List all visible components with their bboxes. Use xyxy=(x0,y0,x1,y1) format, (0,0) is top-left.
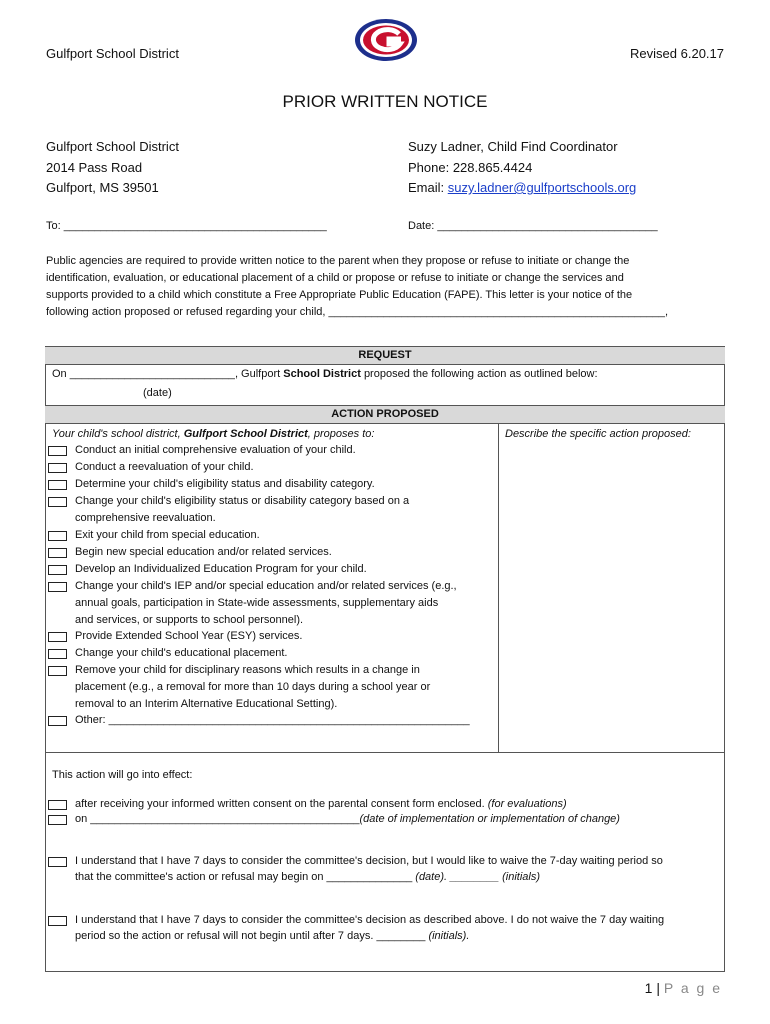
effect-option-notwaive-line1: I understand that I have 7 days to consider the committee's decision as described above. I do not waive the 7 day waiting xyxy=(75,914,665,926)
action-option: Change your child's educational placement. xyxy=(75,647,288,659)
action-bottom-rule xyxy=(45,752,725,753)
checkbox-eligibility[interactable] xyxy=(48,480,67,490)
request-heading: REQUEST xyxy=(45,346,725,365)
request-line xyxy=(52,368,598,380)
action-option-other[interactable]: Other: ___________________________________________________________ xyxy=(75,714,470,726)
action-intro-district: Gulfport School District xyxy=(183,428,308,440)
intro-line: supports provided to a child which constitute a Free Appropriate Public Education (FAPE). This letter is your notice of the xyxy=(46,289,633,301)
effect-opt2-note: (date of implementation or implementation of change) xyxy=(359,813,620,825)
action-option: Exit your child from special education. xyxy=(75,529,260,541)
action-option-cont: removal to an Interim Alternative Educational Setting). xyxy=(75,698,338,710)
page-word: P a g e xyxy=(663,980,722,996)
action-column-divider xyxy=(498,424,499,752)
effect-heading: This action will go into effect: xyxy=(52,769,193,781)
checkbox-disciplinary[interactable] xyxy=(48,666,67,676)
action-option: Determine your child's eligibility status and disability category. xyxy=(75,478,375,490)
action-option: Change your child's eligibility status or disability category based on a xyxy=(75,495,410,507)
checkbox-develop-iep[interactable] xyxy=(48,565,67,575)
action-heading: ACTION PROPOSED xyxy=(45,405,725,424)
request-district: School District xyxy=(283,368,361,380)
district-address xyxy=(46,137,179,199)
checkbox-on-date[interactable] xyxy=(48,815,67,825)
request-mid: , Gulfport xyxy=(234,368,281,380)
district-logo xyxy=(354,18,418,62)
contact-email-label: Email: xyxy=(408,180,448,195)
action-option-cont: placement (e.g., a removal for more than 10 days during a school year or xyxy=(75,681,431,693)
district-city: Gulfport, MS 39501 xyxy=(46,180,159,195)
checkbox-other[interactable] xyxy=(48,716,67,726)
effect-opt3-note: (date). ________ (initials) xyxy=(415,871,541,883)
request-date-blank[interactable]: ___________________________ xyxy=(69,368,235,380)
effect-option-waive-line1: I understand that I have 7 days to consider the committee's decision, but I would like to waive the 7-day waiting period so xyxy=(75,855,663,867)
checkbox-after-consent[interactable] xyxy=(48,800,67,810)
effect-opt4-note: (initials). xyxy=(428,930,470,942)
header-revision: Revised 6.20.17 xyxy=(630,46,724,61)
checkbox-esy[interactable] xyxy=(48,632,67,642)
checkbox-change-eligibility[interactable] xyxy=(48,497,67,507)
effect-opt4-pre[interactable]: period so the action or refusal will not begin until after 7 days. ________ xyxy=(75,930,426,942)
effect-opt1-text: after receiving your informed written consent on the parental consent form enclosed. xyxy=(75,798,485,810)
checkbox-change-placement[interactable] xyxy=(48,649,67,659)
effect-opt1-note: (for evaluations) xyxy=(487,798,567,810)
checkbox-begin-services[interactable] xyxy=(48,548,67,558)
action-intro-post: , proposes to: xyxy=(307,428,375,440)
effect-option-consent xyxy=(75,798,567,810)
intro-line: identification, evaluation, or educational placement of a child or propose or refuse to initiate or change the services and xyxy=(46,272,624,284)
effect-option-date xyxy=(75,813,620,825)
page-number xyxy=(645,980,722,996)
action-option: Change your child's IEP and/or special education and/or related services (e.g., xyxy=(75,580,457,592)
intro-line: Public agencies are required to provide written notice to the parent when they propose or refuse to initiate or change the xyxy=(46,255,630,267)
contact-block xyxy=(408,137,636,199)
checkbox-exit[interactable] xyxy=(48,531,67,541)
action-option-cont: and services, or supports to school personnel). xyxy=(75,614,304,626)
checkbox-change-iep[interactable] xyxy=(48,582,67,592)
action-intro-pre: Your child's school district, xyxy=(52,428,181,440)
checkbox-reevaluation[interactable] xyxy=(48,463,67,473)
header-district: Gulfport School District xyxy=(46,46,179,61)
action-option: Conduct an initial comprehensive evaluation of your child. xyxy=(75,444,356,456)
request-on-label: On xyxy=(52,368,67,380)
request-rest: proposed the following action as outlined below: xyxy=(363,368,598,380)
date-field[interactable]: Date: ____________________________________ xyxy=(408,220,658,232)
checkbox-waive-waiting[interactable] xyxy=(48,857,67,867)
intro-paragraph xyxy=(46,253,726,321)
checkbox-not-waive[interactable] xyxy=(48,916,67,926)
request-date-label: (date) xyxy=(143,387,172,399)
intro-line: following action proposed or refused regarding your child, _______________________________________________________, xyxy=(46,306,669,318)
action-option: Develop an Individualized Education Program for your child. xyxy=(75,563,367,575)
to-field[interactable]: To: ___________________________________________ xyxy=(46,220,327,232)
action-option: Remove your child for disciplinary reasons which results in a change in xyxy=(75,664,420,676)
action-option: Begin new special education and/or related services. xyxy=(75,546,332,558)
contact-name: Suzy Ladner, Child Find Coordinator xyxy=(408,139,618,154)
district-name: Gulfport School District xyxy=(46,139,179,154)
action-intro xyxy=(52,428,374,440)
effect-option-notwaive-line2 xyxy=(75,930,469,942)
contact-phone: Phone: 228.865.4424 xyxy=(408,159,533,175)
checkbox-initial-evaluation[interactable] xyxy=(48,446,67,456)
action-option-cont: annual goals, participation in State-wide assessments, supplementary aids xyxy=(75,597,439,609)
effect-opt2-text[interactable]: on ____________________________________________ xyxy=(75,813,360,825)
action-option-cont: comprehensive reevaluation. xyxy=(75,512,216,524)
contact-email-link[interactable]: suzy.ladner@gulfportschools.org xyxy=(447,180,637,195)
describe-action-label: Describe the specific action proposed: xyxy=(505,428,691,440)
effect-opt3-pre[interactable]: that the committee's action or refusal may begin on ______________ xyxy=(75,871,413,883)
page-sep: | xyxy=(652,980,664,996)
action-option: Conduct a reevaluation of your child. xyxy=(75,461,254,473)
district-street: 2014 Pass Road xyxy=(46,159,143,175)
action-option: Provide Extended School Year (ESY) services. xyxy=(75,630,303,642)
page-num: 1 xyxy=(644,980,653,996)
page-title: PRIOR WRITTEN NOTICE xyxy=(282,92,488,111)
effect-option-waive-line2 xyxy=(75,871,540,883)
